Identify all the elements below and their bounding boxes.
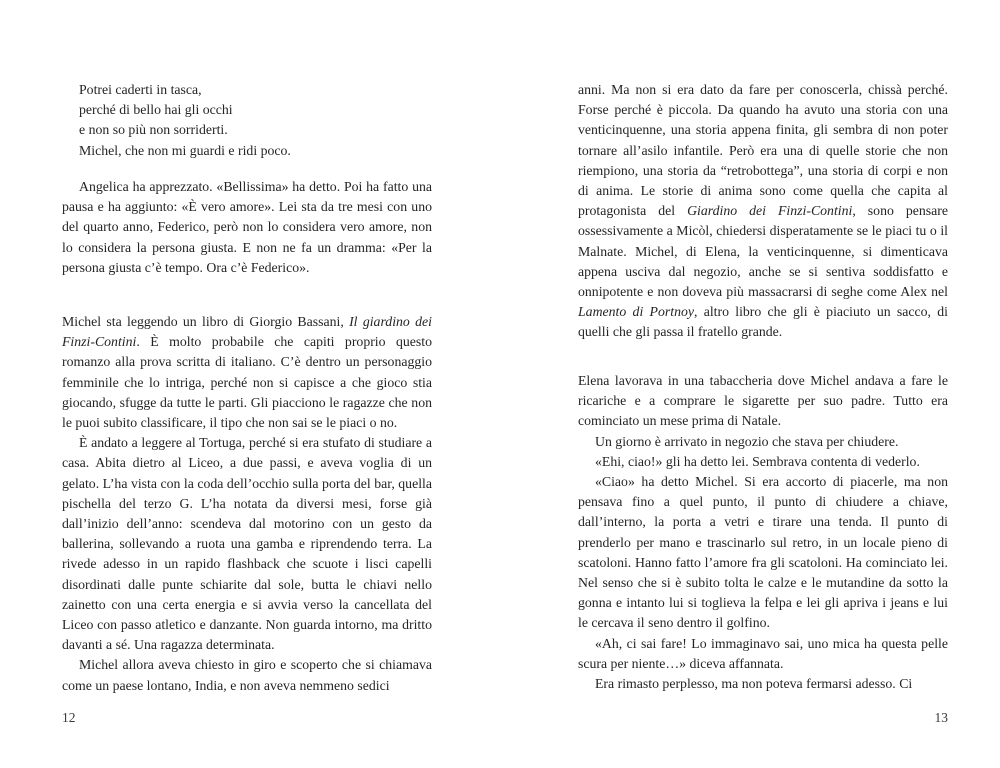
poem-line: e non so più non sorriderti. — [79, 122, 228, 138]
paragraph: Michel allora aveva chiesto in giro e scoperto che si chiamava come un paese lontano, India, e non aveva nemmeno sedici — [62, 657, 432, 693]
poem-line: perché di bello hai gli occhi — [79, 102, 233, 118]
poem-line: Potrei caderti in tasca, — [79, 82, 202, 97]
paragraph: È andato a leggere al Tortuga, perché si era stufato di studiare a casa. Abita dietro al Liceo, a due passi, e aveva voglia di un gelato. L’ha vista con la coda dell’occhio sulla porta del bar, quella pischella del terzo G. L’ha notata da diversi mesi, forse già dall’inizio dell’anno: scendeva dal motorino con un gesto da ballerina, sollevando a ruota una gamba e riprendendo terra. La rivede adesso in un rapido flashback che scuote i lisci capelli disordinati dalle punte schiarite dal sole, butta le chiavi nello zainetto con una certa energia e si avvia verso la cancellata del Liceo con passo atletico e danzante. Non guarda intorno, ma dritto davanti a sé. Una ragazza determinata. — [62, 435, 432, 653]
paragraph: Un giorno è arrivato in negozio che stava per chiudere. — [595, 433, 899, 449]
paragraph: «Ehi, ciao!» gli ha detto lei. Sembrava contenta di vederlo. — [595, 453, 920, 469]
paragraph: anni. Ma non si era dato da fare per conoscerla, chissà perché. Forse perché è piccola. Da quando ha avuto una storia con una venticinquenne, una storia appena finita, gli sembra di non poter tornare all’asilo infantile. Però era una di quelle storie che non riempiono, una storia da “retrobottega”, una storia di corpi e non di anima. Le storie di anima sono come quella che capita al protagonista del Giardino dei Finzi-Contini, sono pensare ossessivamente a Micòl, chiedersi disperatamente se le piaci tu o il Malnate. Michel, di Elena, la venticinquenne, si dimenticava appena usciva dal negozio, anche se si sentiva soddisfatto e onnipotente e non doveva più massacrarsi di seghe come Alex nel Lamento di Portnoy, altro libro che gli è piaciuto un sacco, di quelli che gli passa il fratello grande. — [578, 82, 949, 340]
paragraph: Michel sta leggendo un libro di Giorgio Bassani, Il giardino dei Finzi-Contini. È molto probabile che capiti proprio questo romanzo alla prova scritta di italiano. C’è dentro un personaggio femminile che lo intriga, perché non si capisce a che gioco stia giocando, sfugge da tutte le parti. Gli piacciono le ragazze che non le puoi subito classificare, il tipo che non sai se le piaci o no. — [62, 314, 432, 431]
paragraph: «Ciao» ha detto Michel. Si era accorto di piacerle, ma non pensava fino a quel punto, il punto di chiudere a chiave, dall’interno, la porta a vetri e tirare una tenda. Il punto di prenderlo per mano e trascinarlo sul retro, in un locale pieno di scatoloni. Hanno fatto l’amore fra gli scatoloni. Ha cominciato lei. Nel senso che si è subito tolta le calze e le mutandine da sotto la gonna e intanto lui si toglieva la felpa e lei gli apriva i jeans e lui le cercava il seno dentro il golfino. — [578, 474, 948, 631]
page-number-right: 13 — [934, 710, 948, 725]
response-section — [62, 177, 432, 278]
tabaccheria-section — [578, 371, 948, 694]
paragraph: «Ah, ci sai fare! Lo immaginavo sai, uno mica ha questa pelle scura per niente…» diceva affannata. — [578, 635, 948, 671]
paragraph: Elena lavorava in una tabaccheria dove Michel andava a fare le ricariche e a comprare le sigarette per suo padre. Tutto era cominciato un mese prima di Natale. — [578, 373, 948, 429]
paragraph: Era rimasto perplesso, ma non poteva fermarsi adesso. Ci — [595, 676, 913, 692]
continuation-section — [578, 80, 948, 343]
page-number-left: 12 — [62, 710, 76, 725]
poem-line: Michel, che non mi guardi e ridi poco. — [79, 142, 291, 158]
reading-section — [62, 312, 432, 696]
paragraph: Angelica ha apprezzato. «Bellissima» ha detto. Poi ha fatto una pausa e ha aggiunto: «È vero amore». Lei sta da tre mesi con uno del quarto anno, Federico, però non lo considera vero amore, non lo considera la persona giusta. E non ne fa un dramma: «Per la persona giusta c’è tempo. Ora c’è Federico». — [62, 179, 432, 275]
poem — [62, 80, 432, 161]
